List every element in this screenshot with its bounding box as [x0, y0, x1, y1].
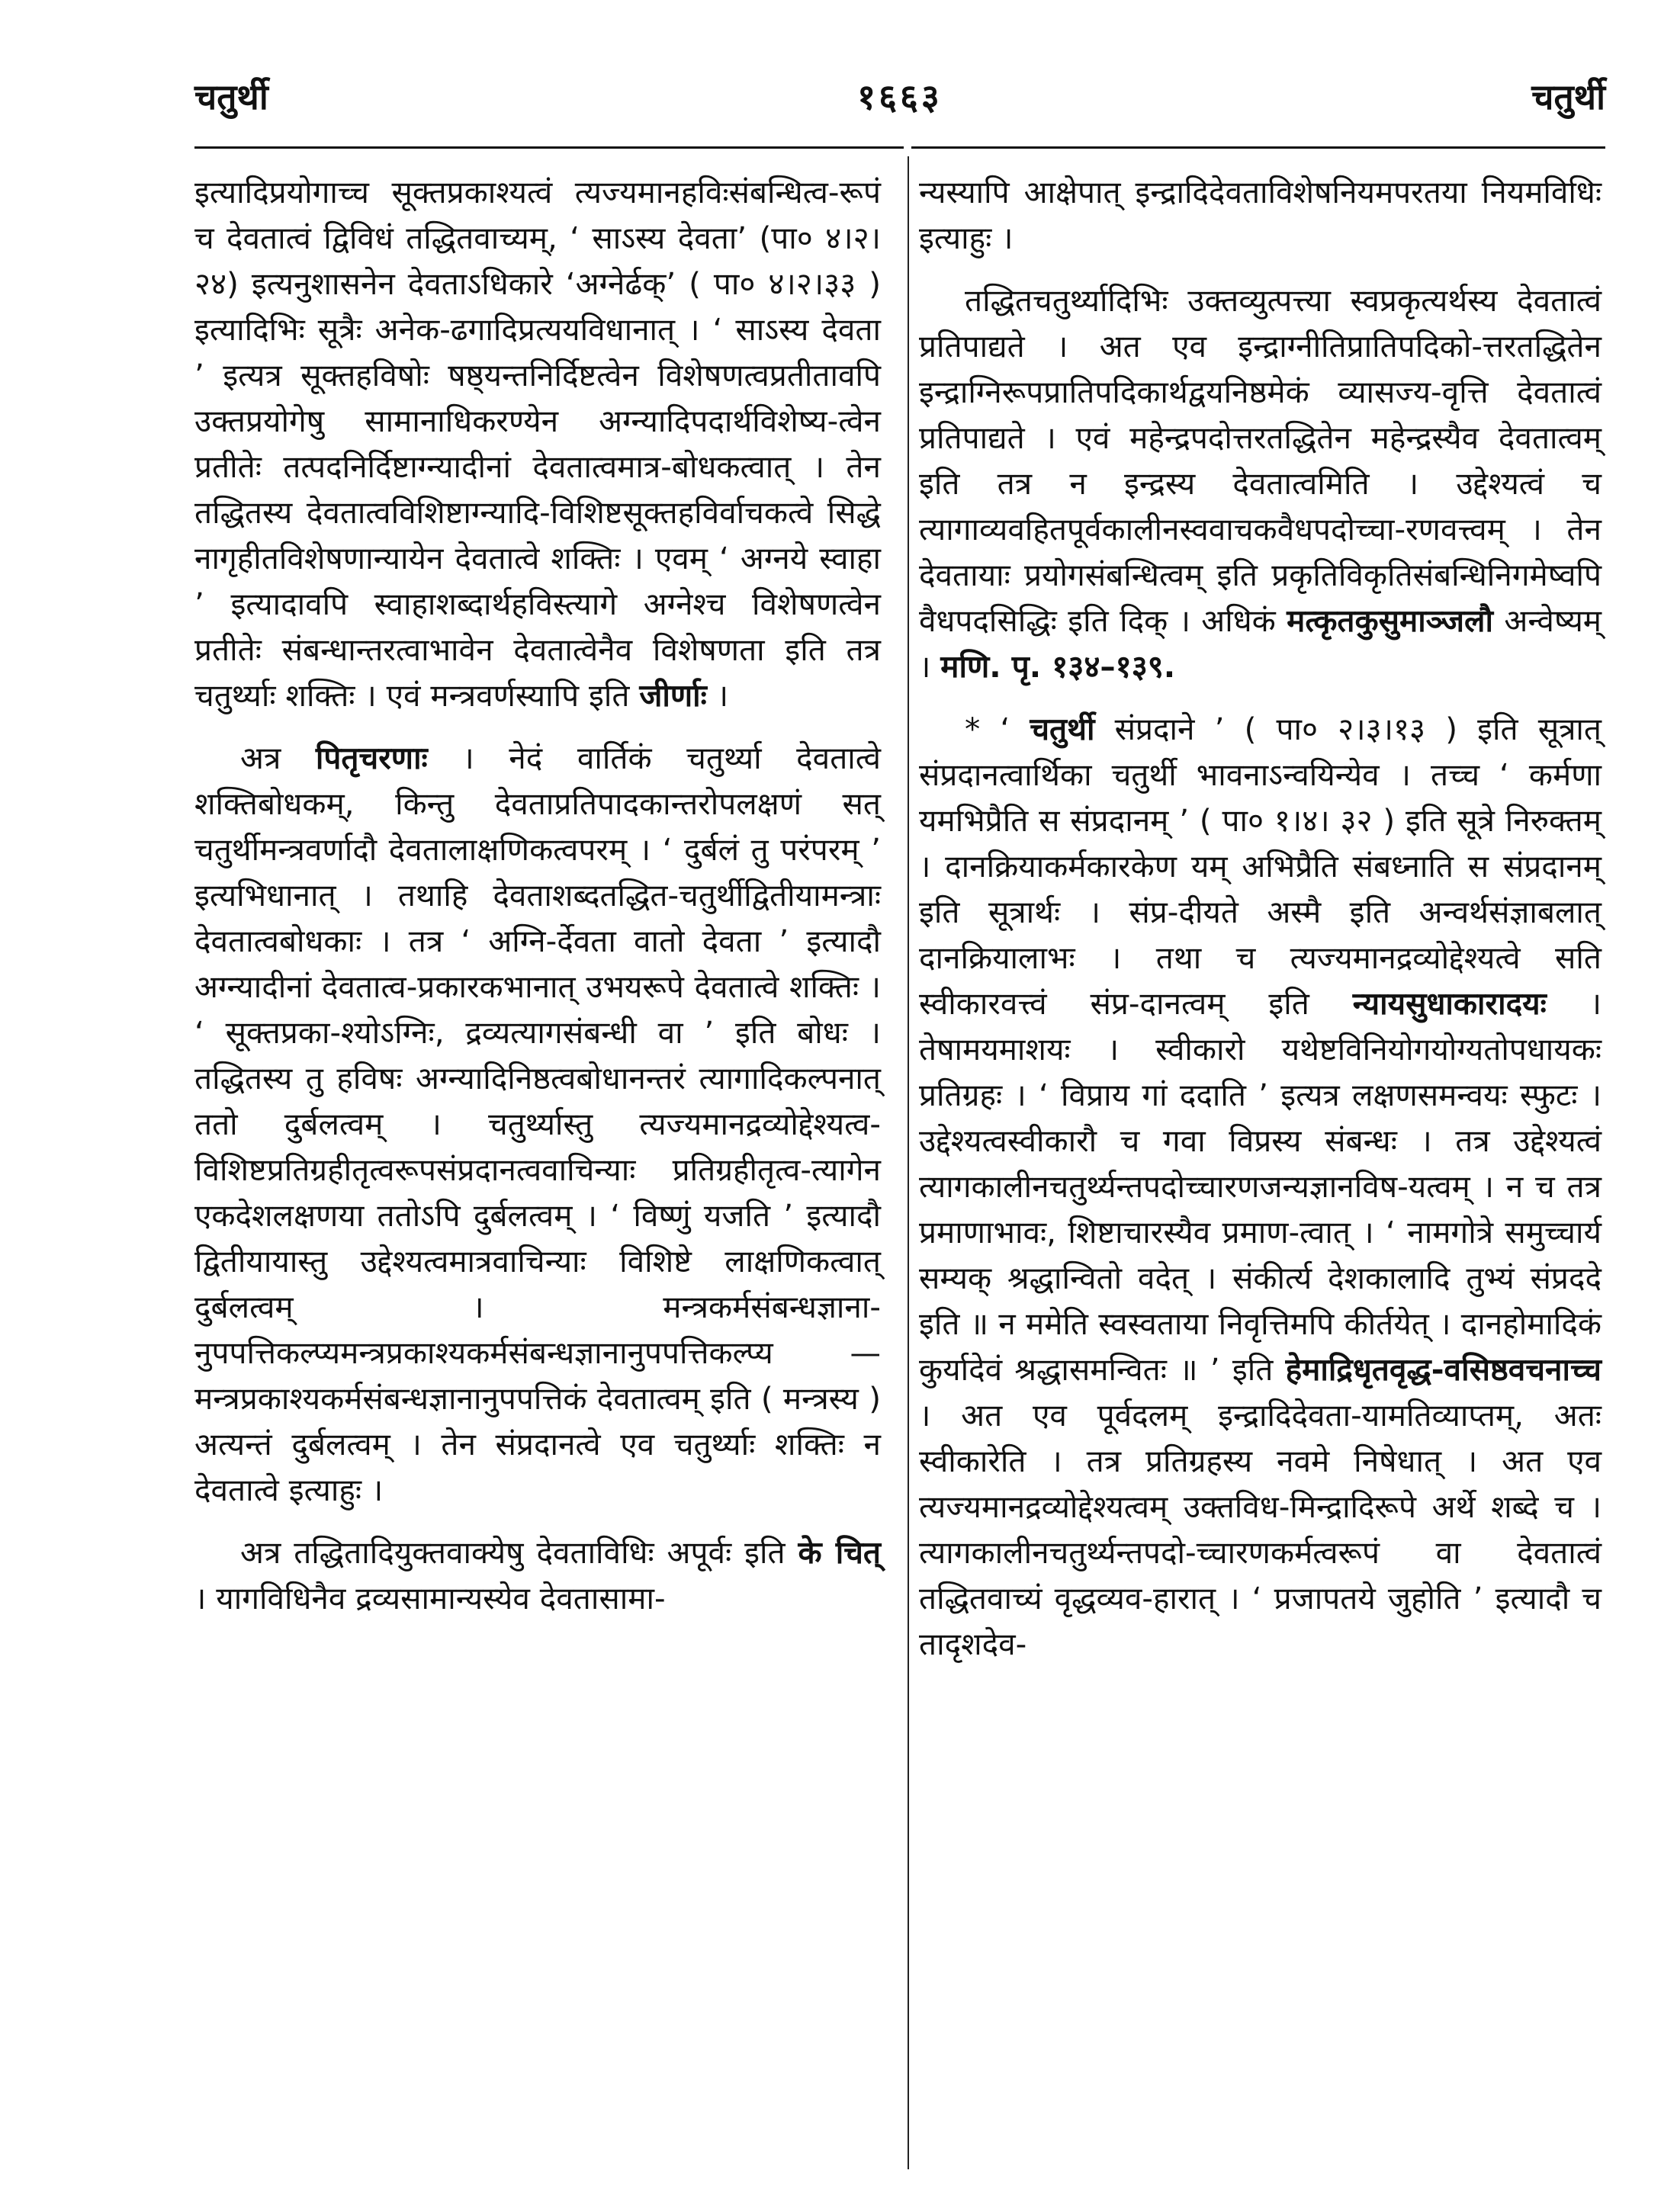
right-paragraph-2 — [919, 278, 1602, 689]
left-p3-end: । यागविधिनैव द्रव्यसामान्यस्येव देवतासामा- — [194, 1580, 666, 1616]
left-p1-end: । — [716, 677, 729, 714]
left-p3-bold: के चित् — [798, 1534, 881, 1571]
right-paragraph-1: न्यस्यापि आक्षेपात् इन्द्रादिदेवताविशेषनियमपरतया नियमविधिः इत्याहुः । — [919, 174, 1602, 256]
left-paragraph-3 — [194, 1530, 881, 1621]
left-p2-bold: पितृचरणाः — [315, 740, 428, 776]
left-p2-text: । नेदं वार्तिकं चतुर्थ्या देवतात्वे शक्तिबोधकम्, किन्तु देवताप्रतिपादकान्तरोपलक्षणं सत् चतुर्थीमन्त्रवर्णादौ देवतालाक्षणिकत्वपरम् । ‘ दुर्बलं तु परंपरम् ’ इत्यभिधानात् । तथाहि देवताशब्दतद्धित-चतुर्थीद्वितीयामन्त्राः देवतात्वबोधकाः । तत्र ‘ अग्नि-र्देवता वातो देवता ’ इत्यादौ अग्न्यादीनां देवतात्व-प्रकारकभानात् उभयरूपे देवतात्वे शक्तिः । ‘ सूक्तप्रका-श्योऽग्निः, द्रव्यत्यागसंबन्धी वा ’ इति बोधः । तद्धितस्य तु हविषः अग्न्यादिनिष्ठत्वबोधानन्तरं त्यागादिकल्पनात् ततो दुर्बलत्वम् । चतुर्थ्यास्तु त्यज्यमानद्रव्योद्देश्यत्व-विशिष्टप्रतिग्रहीतृत्वरूपसंप्रदानत्ववाचिन्याः प्रतिग्रहीतृत्व-त्यागेन एकदेशलक्षणया ततोऽपि दुर्बलत्वम् । ‘ विष्णुं यजति ’ इत्यादौ द्वितीयायास्तु उद्देश्यत्वमात्रवाचिन्याः विशिष्टे लाक्षणिकत्वात् दुर्बलत्वम् । मन्त्रकर्मसंबन्धज्ञाना-नुपपत्तिकल्प्यमन्त्रप्रकाश्यकर्मसंबन्धज्ञानानुपपत्तिकल्प्य — मन्त्रप्रकाश्यकर्मसंबन्धज्ञानानुपपत्तिकं देवतात्वम् इति ( मन्त्रस्य ) अत्यन्तं दुर्बलत्वम् । तेन संप्रदानत्वे एव चतुर्थ्याः शक्तिः न देवतात्वे इत्याहुः । — [194, 740, 882, 1508]
left-p1-bold: जीर्णाः — [639, 677, 707, 714]
column-divider — [908, 156, 909, 2169]
right-p2-mid: अन्वेष्यम् । — [919, 602, 1602, 685]
right-p3-start: * ‘ — [965, 711, 1010, 747]
header-rule-left — [194, 146, 904, 149]
right-p2-text: तद्धितचतुर्थ्यादिभिः उक्तव्युत्पत्त्या स्वप्रकृत्यर्थस्य देवतात्वं प्रतिपाद्यते । अत एव इन्द्राग्नीतिप्रातिपदिको-त्तरतद्धितेन इन्द्राग्निरूपप्रातिपदिकार्थद्वयनिष्ठमेकं व्यासज्य-वृत्ति देवतात्वं प्रतिपाद्यते । एवं महेन्द्रपदोत्तरतद्धितेन महेन्द्रस्यैव देवतात्वम् इति तत्र न इन्द्रस्य देवतात्वमिति । उद्देश्यत्वं च त्यागाव्यवहितपूर्वकालीनस्ववाचकवैधपदोच्चा-रणवत्त्वम् । तेन देवतायाः प्रयोगसंबन्धित्वम् इति प्रकृतिविकृतिसंबन्धिनिगमेष्वपि वैधपदसिद्धिः इति दिक् । अधिकं — [919, 282, 1602, 639]
right-p3-tail: । अत एव पूर्वदलम् इन्द्रादिदेवता-यामतिव्याप्तम्, अतः स्वीकारेति । तत्र प्रतिग्रहस्य नवमे निषेधात् । अत एव त्यज्यमानद्रव्योद्देश्यत्वम् उक्तविध-मिन्द्रादिरूपे अर्थे शब्दे च । त्यागकालीनचतुर्थ्यन्तपदो-च्चारणकर्मत्वरूपं वा देवतात्वं तद्धितवाच्यं वृद्धव्यव-हारात् । ‘ प्रजापतये जुहोति ’ इत्यादौ च तादृशदेव- — [919, 1397, 1602, 1662]
left-p1-text: इत्यादिप्रयोगाच्च सूक्तप्रकाश्यत्वं त्यज्यमानहविःसंबन्धित्व-रूपं च देवतात्वं द्विविधं तद्धितवाच्यम्, ‘ साऽस्य देवता’ (पा० ४।२।२४) इत्यनुशासनेन देवताऽधिकारे ‘अग्नेर्ढक्’ ( पा० ४।२।३३ ) इत्यादिभिः सूत्रैः अनेक-ढगादिप्रत्ययविधानात् । ‘ साऽस्य देवता ’ इत्यत्र सूक्तहविषोः षष्ठ्यन्तनिर्दिष्टत्वेन विशेषणत्वप्रतीतावपि उक्तप्रयोगेषु सामानाधिकरण्येन अग्न्यादिपदार्थविशेष्य-त्वेन प्रतीतेः तत्पदनिर्दिष्टाग्न्यादीनां देवतात्वमात्र-बोधकत्वात् । तेन तद्धितस्य देवतात्वविशिष्टाग्न्यादि-विशिष्टसूक्तहविर्वाचकत्वे सिद्धे नागृहीतविशेषणान्यायेन देवतात्वे शक्तिः । एवम् ‘ अग्नये स्वाहा ’ इत्यादावपि स्वाहाशब्दार्थहविस्त्यागे अग्नेश्च विशेषणत्वेन प्रतीतेः संबन्धान्तरत्वाभावेन देवतात्वेनैव विशेषणता इति तत्र चतुर्थ्याः शक्तिः । एवं मन्त्रवर्णस्यापि इति — [194, 174, 881, 714]
left-paragraph-1 — [194, 169, 881, 718]
left-p3-text: अत्र तद्धितादियुक्तवाक्येषु देवताविधिः अपूर्वः इति — [240, 1534, 785, 1571]
right-p2-reference: मणि. पृ. १३४–१३९. — [940, 648, 1176, 685]
running-header — [194, 72, 1605, 126]
right-p3-end: । तेषामयमाशयः । स्वीकारो यथेष्टविनियोगयोग्यतोपधायकः प्रतिग्रहः । ‘ विप्राय गां ददाति ’ इत्यत्र लक्षणसमन्वयः स्फुटः । उद्देश्यत्वस्वीकारौ च गवा विप्रस्य संबन्धः । तत्र उद्देश्यत्वं त्यागकालीनचतुर्थ्यन्तपदोच्चारणजन्यज्ञानविष-यत्वम् । न च तत्र प्रमाणाभावः, शिष्टाचारस्यैव प्रमाण-त्वात् । ‘ नामगोत्रे समुच्चार्य सम्यक् श्रद्धान्वितो वदेत् । संकीर्त्य देशकालादि तुभ्यं संप्रददे इति ॥ न ममेति स्वस्वताया निवृत्तिमपि कीर्तयेत् । दानहोमादिकं कुर्यादेवं श्रद्धासमन्वितः ॥ ’ इति — [919, 985, 1602, 1388]
header-rule-right — [911, 146, 1605, 149]
right-p3-bold-3: हेमाद्रिधृतवृद्ध-वसिष्ठवचनाच्च — [1285, 1351, 1602, 1388]
right-column — [919, 169, 1602, 1684]
header-left-title: चतुर्थी — [194, 76, 268, 117]
right-p3-bold-2: न्यायसुधाकारादयः — [1352, 985, 1547, 1022]
right-p3-text: संप्रदाने ’ ( पा० २।३।१३ ) इति सूत्रात् संप्रदानत्वार्थिका चतुर्थी भावनाऽन्वयिन्येव । तच्च ‘ कर्मणा यमभिप्रैति स संप्रदानम् ’ ( पा० १।४। ३२ ) इति सूत्रे निरुक्तम् । दानक्रियाकर्मकारकेण यम् अभिप्रैति संबध्नाति स संप्रदानम् इति सूत्रार्थः । संप्र-दीयते अस्मै इति अन्वर्थसंज्ञाबलात् दानक्रियालाभः । तथा च त्यज्यमानद्रव्योद्देश्यत्वे सति स्वीकारवत्त्वं संप्र-दानत्वम् इति — [919, 711, 1602, 1022]
left-p2-start: अत्र — [240, 740, 281, 776]
left-paragraph-2 — [194, 735, 881, 1513]
left-column — [194, 169, 881, 1638]
page-number: १६६३ — [857, 76, 943, 117]
header-right-title: चतुर्थी — [1531, 76, 1605, 117]
right-paragraph-3 — [919, 706, 1602, 1667]
right-p2-bold: मत्कृतकुसुमाञ्जलौ — [1287, 602, 1493, 639]
right-p3-bold: चतुर्थी — [1030, 711, 1095, 747]
